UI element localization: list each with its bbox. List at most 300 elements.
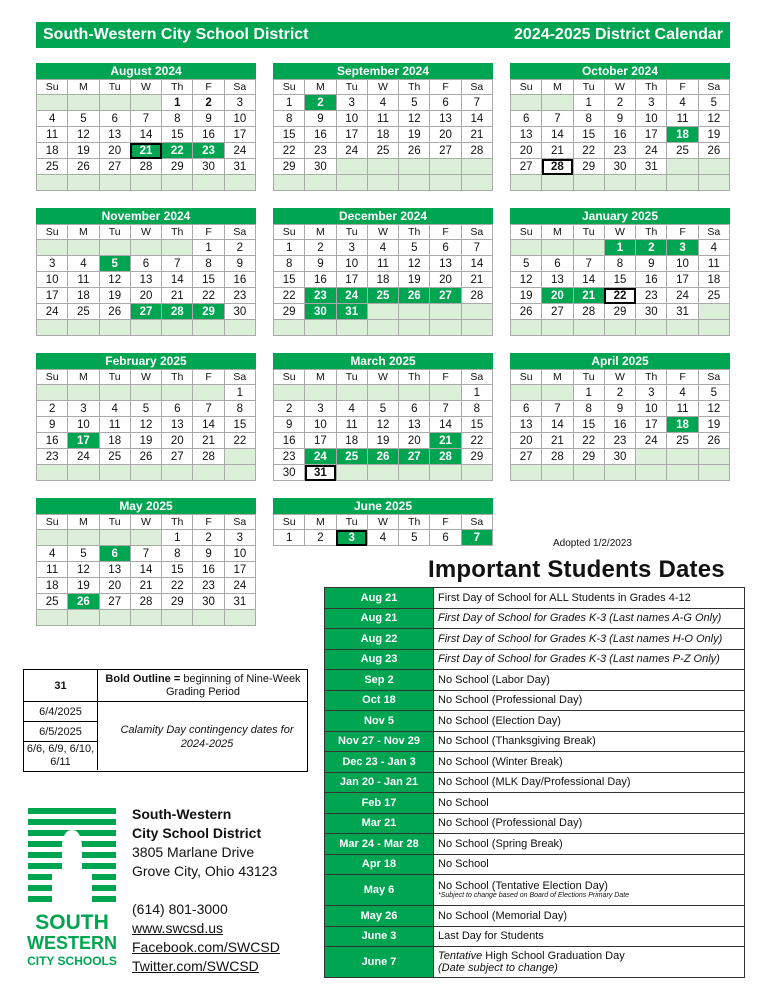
empty-cell: [367, 304, 398, 320]
empty-cell: [430, 385, 461, 401]
empty-cell: [698, 465, 729, 481]
empty-cell: [130, 530, 161, 546]
empty-cell: [542, 175, 573, 191]
empty-cell: [224, 320, 255, 336]
day-cell: 11: [37, 562, 68, 578]
weekday-header: F: [667, 370, 698, 385]
empty-cell: [99, 385, 130, 401]
month-calendar: [36, 498, 256, 626]
empty-cell: [99, 320, 130, 336]
empty-cell: [636, 465, 667, 481]
day-cell: 8: [573, 111, 604, 127]
day-cell: 12: [367, 417, 398, 433]
empty-cell: [430, 304, 461, 320]
important-date-row: [325, 690, 745, 711]
day-cell: 13: [430, 111, 461, 127]
day-cell: 9: [274, 417, 305, 433]
empty-cell: [511, 95, 542, 111]
day-cell: 16: [305, 272, 336, 288]
day-cell: 23: [305, 143, 336, 159]
day-cell: 8: [604, 256, 635, 272]
empty-cell: [37, 95, 68, 111]
month-title: December 2024: [273, 208, 493, 224]
empty-cell: [130, 175, 161, 191]
day-cell: 21: [130, 143, 161, 159]
day-cell: 7: [130, 111, 161, 127]
empty-cell: [542, 465, 573, 481]
weekday-header: Sa: [224, 515, 255, 530]
empty-cell: [367, 159, 398, 175]
day-cell: 17: [68, 433, 99, 449]
day-cell: 4: [37, 111, 68, 127]
day-cell: 16: [37, 433, 68, 449]
empty-cell: [274, 385, 305, 401]
day-cell: 14: [461, 111, 492, 127]
day-cell: 6: [430, 530, 461, 546]
day-cell: 11: [37, 127, 68, 143]
empty-cell: [37, 530, 68, 546]
day-cell: 17: [37, 288, 68, 304]
description-text: No School (Memorial Day): [438, 909, 567, 922]
day-cell: 4: [367, 240, 398, 256]
day-cell: 3: [336, 530, 367, 546]
month-calendar: [36, 208, 256, 336]
day-cell: 10: [224, 111, 255, 127]
day-cell: 6: [99, 546, 130, 562]
empty-cell: [37, 385, 68, 401]
important-date-row: [325, 588, 745, 609]
weekday-header: Su: [511, 225, 542, 240]
day-cell: 1: [224, 385, 255, 401]
important-date-row: [325, 772, 745, 793]
day-cell: 25: [667, 433, 698, 449]
weekday-header: Tu: [336, 225, 367, 240]
weekday-header: W: [130, 80, 161, 95]
day-cell: 21: [573, 288, 604, 304]
day-cell: 31: [224, 159, 255, 175]
empty-cell: [130, 95, 161, 111]
day-cell: 29: [193, 304, 224, 320]
day-cell: 19: [698, 127, 729, 143]
day-cell: 24: [305, 449, 336, 465]
day-cell: 15: [162, 562, 193, 578]
empty-cell: [698, 304, 729, 320]
day-cell: 12: [399, 256, 430, 272]
weekday-header: Sa: [461, 370, 492, 385]
weekday-header: Tu: [336, 370, 367, 385]
month-calendar: [36, 63, 256, 191]
empty-cell: [162, 610, 193, 626]
description-text: Last Day for Students: [438, 930, 544, 943]
day-cell: 11: [99, 417, 130, 433]
important-description: [434, 588, 745, 609]
day-cell: 12: [99, 272, 130, 288]
day-cell: 20: [430, 127, 461, 143]
empty-cell: [224, 610, 255, 626]
day-cell: 21: [461, 272, 492, 288]
month-grid: [510, 224, 730, 336]
month-grid: [510, 369, 730, 481]
day-cell: 25: [336, 449, 367, 465]
day-cell: 26: [367, 449, 398, 465]
day-cell: 26: [130, 449, 161, 465]
important-description: [434, 875, 745, 906]
month-title: January 2025: [510, 208, 730, 224]
day-cell: 16: [636, 272, 667, 288]
day-cell: 5: [698, 95, 729, 111]
day-cell: 3: [636, 385, 667, 401]
day-cell: 24: [68, 449, 99, 465]
empty-cell: [99, 240, 130, 256]
day-cell: 5: [367, 401, 398, 417]
empty-cell: [162, 320, 193, 336]
important-date-row: [325, 711, 745, 732]
day-cell: 12: [399, 111, 430, 127]
empty-cell: [367, 385, 398, 401]
day-cell: 6: [430, 95, 461, 111]
day-cell: 20: [130, 288, 161, 304]
important-date: Jan 20 - Jan 21: [325, 772, 434, 793]
empty-cell: [698, 159, 729, 175]
weekday-header: Tu: [99, 225, 130, 240]
day-cell: 10: [68, 417, 99, 433]
weekday-header: Su: [37, 515, 68, 530]
empty-cell: [461, 159, 492, 175]
day-cell: 1: [193, 240, 224, 256]
day-cell: 18: [37, 578, 68, 594]
month-calendar: [510, 353, 730, 481]
day-cell: 7: [542, 111, 573, 127]
day-cell: 1: [274, 95, 305, 111]
day-cell: 15: [604, 272, 635, 288]
empty-cell: [636, 449, 667, 465]
empty-cell: [224, 465, 255, 481]
day-cell: 1: [162, 95, 193, 111]
day-cell: 16: [604, 417, 635, 433]
weekday-header: Sa: [224, 370, 255, 385]
day-cell: 11: [367, 111, 398, 127]
day-cell: 8: [224, 401, 255, 417]
day-cell: 17: [305, 433, 336, 449]
day-cell: 7: [461, 240, 492, 256]
weekday-header: Su: [274, 370, 305, 385]
important-date-row: [325, 752, 745, 773]
day-cell: 12: [698, 401, 729, 417]
empty-cell: [698, 449, 729, 465]
day-cell: 31: [305, 465, 336, 481]
weekday-header: Sa: [698, 80, 729, 95]
day-cell: 2: [604, 385, 635, 401]
day-cell: 15: [274, 272, 305, 288]
legend-date-3: 6/6, 6/9, 6/10, 6/11: [24, 742, 98, 770]
empty-cell: [99, 530, 130, 546]
empty-cell: [68, 320, 99, 336]
day-cell: 14: [162, 272, 193, 288]
empty-cell: [511, 385, 542, 401]
day-cell: 6: [542, 256, 573, 272]
day-cell: 5: [68, 111, 99, 127]
empty-cell: [68, 240, 99, 256]
important-date-row: [325, 731, 745, 752]
month-calendar: [36, 353, 256, 481]
day-cell: 25: [37, 159, 68, 175]
day-cell: 30: [193, 594, 224, 610]
important-date-row: [325, 906, 745, 927]
day-cell: 19: [399, 127, 430, 143]
day-cell: 3: [224, 95, 255, 111]
weekday-header: Th: [162, 515, 193, 530]
important-dates-table: [324, 587, 745, 978]
day-cell: 22: [461, 433, 492, 449]
description-text: No School (Winter Break): [438, 755, 563, 768]
day-cell: 10: [336, 111, 367, 127]
weekday-header: Th: [399, 225, 430, 240]
important-date: Oct 18: [325, 690, 434, 711]
day-cell: 10: [336, 256, 367, 272]
weekday-header: W: [367, 515, 398, 530]
weekday-header: Sa: [224, 225, 255, 240]
day-cell: 28: [130, 594, 161, 610]
day-cell: 16: [305, 127, 336, 143]
empty-cell: [37, 240, 68, 256]
day-cell: 29: [274, 159, 305, 175]
day-cell: 23: [604, 143, 635, 159]
facebook-link[interactable]: Facebook.com/SWCSD: [132, 939, 280, 955]
day-cell: 19: [511, 288, 542, 304]
day-cell: 27: [430, 143, 461, 159]
empty-cell: [542, 385, 573, 401]
day-cell: 23: [274, 449, 305, 465]
important-description: [434, 690, 745, 711]
weekday-header: M: [542, 225, 573, 240]
day-cell: 3: [305, 401, 336, 417]
day-cell: 2: [274, 401, 305, 417]
legend-box: [23, 669, 308, 772]
day-cell: 3: [336, 95, 367, 111]
description-text: No School (Election Day): [438, 714, 561, 727]
empty-cell: [162, 385, 193, 401]
weekday-header: Su: [274, 80, 305, 95]
empty-cell: [68, 175, 99, 191]
adopted-date: Adopted 1/2/2023: [553, 538, 632, 549]
day-cell: 25: [37, 594, 68, 610]
day-cell: 9: [305, 256, 336, 272]
address-street: 3805 Marlane Drive: [132, 844, 255, 860]
empty-cell: [430, 175, 461, 191]
weekday-header: Th: [399, 515, 430, 530]
weekday-header: F: [193, 515, 224, 530]
legend-sample-day: 31: [24, 670, 98, 702]
day-cell: 28: [193, 449, 224, 465]
day-cell: 13: [162, 417, 193, 433]
month-title: June 2025: [273, 498, 493, 514]
day-cell: 11: [367, 256, 398, 272]
empty-cell: [667, 465, 698, 481]
day-cell: 12: [68, 562, 99, 578]
empty-cell: [511, 175, 542, 191]
weekday-header: Su: [274, 225, 305, 240]
empty-cell: [336, 320, 367, 336]
legend-bold-text: beginning of Nine-Week Grading Period: [166, 673, 301, 698]
day-cell: 14: [542, 417, 573, 433]
weekday-header: W: [130, 225, 161, 240]
month-title: May 2025: [36, 498, 256, 514]
important-date: Feb 17: [325, 793, 434, 814]
weekday-header: F: [667, 225, 698, 240]
day-cell: 1: [604, 240, 635, 256]
day-cell: 2: [305, 95, 336, 111]
day-cell: 17: [636, 127, 667, 143]
weekday-header: F: [430, 515, 461, 530]
day-cell: 28: [130, 159, 161, 175]
day-cell: 3: [224, 530, 255, 546]
day-cell: 8: [162, 546, 193, 562]
empty-cell: [636, 175, 667, 191]
day-cell: 26: [68, 594, 99, 610]
day-cell: 23: [37, 449, 68, 465]
day-cell: 4: [37, 546, 68, 562]
weekday-header: Th: [162, 370, 193, 385]
day-cell: 1: [162, 530, 193, 546]
day-cell: 12: [130, 417, 161, 433]
day-cell: 20: [542, 288, 573, 304]
day-cell: 15: [573, 127, 604, 143]
day-cell: 24: [37, 304, 68, 320]
day-cell: 4: [667, 385, 698, 401]
empty-cell: [336, 175, 367, 191]
weekday-header: Sa: [461, 225, 492, 240]
important-date: June 7: [325, 947, 434, 978]
weekday-header: Th: [636, 80, 667, 95]
weekday-header: Tu: [99, 370, 130, 385]
day-cell: 18: [99, 433, 130, 449]
description-text: First Day of School for ALL Students in Grades 4-12: [438, 591, 691, 604]
weekday-header: F: [430, 225, 461, 240]
important-date-row: [325, 947, 745, 978]
month-grid: [273, 514, 493, 546]
logo-line2: WESTERN: [27, 933, 117, 953]
important-date: May 26: [325, 906, 434, 927]
day-cell: 21: [542, 433, 573, 449]
month-grid: [273, 369, 493, 481]
day-cell: 9: [224, 256, 255, 272]
day-cell: 1: [573, 385, 604, 401]
empty-cell: [698, 320, 729, 336]
weekday-header: Tu: [336, 515, 367, 530]
month-title: April 2025: [510, 353, 730, 369]
empty-cell: [68, 385, 99, 401]
empty-cell: [68, 530, 99, 546]
day-cell: 1: [274, 240, 305, 256]
month-calendar: [273, 498, 493, 546]
month-calendar: [273, 63, 493, 191]
day-cell: 25: [667, 143, 698, 159]
day-cell: 7: [461, 530, 492, 546]
day-cell: 17: [667, 272, 698, 288]
empty-cell: [130, 610, 161, 626]
empty-cell: [461, 320, 492, 336]
important-description: [434, 731, 745, 752]
day-cell: 15: [461, 417, 492, 433]
day-cell: 2: [636, 240, 667, 256]
weekday-header: M: [68, 225, 99, 240]
day-cell: 2: [37, 401, 68, 417]
day-cell: 25: [68, 304, 99, 320]
weekday-header: Su: [37, 80, 68, 95]
day-cell: 24: [636, 143, 667, 159]
important-date: Dec 23 - Jan 3: [325, 752, 434, 773]
weekday-header: M: [305, 370, 336, 385]
description-text: First Day of School for Grades K-3 (Last names H-O Only): [438, 632, 723, 645]
month-title: March 2025: [273, 353, 493, 369]
day-cell: 29: [162, 159, 193, 175]
day-cell: 20: [99, 578, 130, 594]
day-cell: 25: [698, 288, 729, 304]
day-cell: 27: [130, 304, 161, 320]
weekday-header: M: [68, 515, 99, 530]
weekday-header: Su: [274, 515, 305, 530]
day-cell: 20: [99, 143, 130, 159]
day-cell: 28: [162, 304, 193, 320]
website-link[interactable]: www.swcsd.us: [132, 920, 224, 936]
day-cell: 22: [573, 143, 604, 159]
day-cell: 5: [399, 95, 430, 111]
weekday-header: Sa: [461, 515, 492, 530]
day-cell: 22: [573, 433, 604, 449]
weekday-header: Tu: [99, 515, 130, 530]
empty-cell: [130, 385, 161, 401]
empty-cell: [99, 95, 130, 111]
empty-cell: [130, 320, 161, 336]
day-cell: 30: [305, 159, 336, 175]
description-text: No School: [438, 796, 489, 809]
day-cell: 30: [305, 304, 336, 320]
day-cell: 30: [636, 304, 667, 320]
empty-cell: [305, 320, 336, 336]
day-cell: 24: [667, 288, 698, 304]
day-cell: 4: [667, 95, 698, 111]
day-cell: 10: [224, 546, 255, 562]
day-cell: 21: [542, 143, 573, 159]
empty-cell: [162, 240, 193, 256]
day-cell: 24: [224, 143, 255, 159]
month-grid: [36, 79, 256, 191]
day-cell: 31: [224, 594, 255, 610]
important-description: [434, 711, 745, 732]
important-date-row: [325, 670, 745, 691]
day-cell: 29: [274, 304, 305, 320]
important-date: Mar 24 - Mar 28: [325, 834, 434, 855]
weekday-header: M: [305, 515, 336, 530]
day-cell: 9: [636, 256, 667, 272]
weekday-header: Su: [511, 80, 542, 95]
weekday-header: Th: [636, 225, 667, 240]
day-cell: 7: [573, 256, 604, 272]
weekday-header: Th: [636, 370, 667, 385]
important-date-row: [325, 793, 745, 814]
day-cell: 24: [336, 143, 367, 159]
description-text: First Day of School for Grades K-3 (Last names A-G Only): [438, 612, 722, 625]
day-cell: 30: [224, 304, 255, 320]
day-cell: 6: [511, 111, 542, 127]
day-cell: 26: [399, 288, 430, 304]
day-cell: 4: [68, 256, 99, 272]
empty-cell: [399, 175, 430, 191]
day-cell: 24: [224, 578, 255, 594]
twitter-link[interactable]: Twitter.com/SWCSD: [132, 958, 259, 974]
weekday-header: Su: [37, 225, 68, 240]
empty-cell: [461, 175, 492, 191]
